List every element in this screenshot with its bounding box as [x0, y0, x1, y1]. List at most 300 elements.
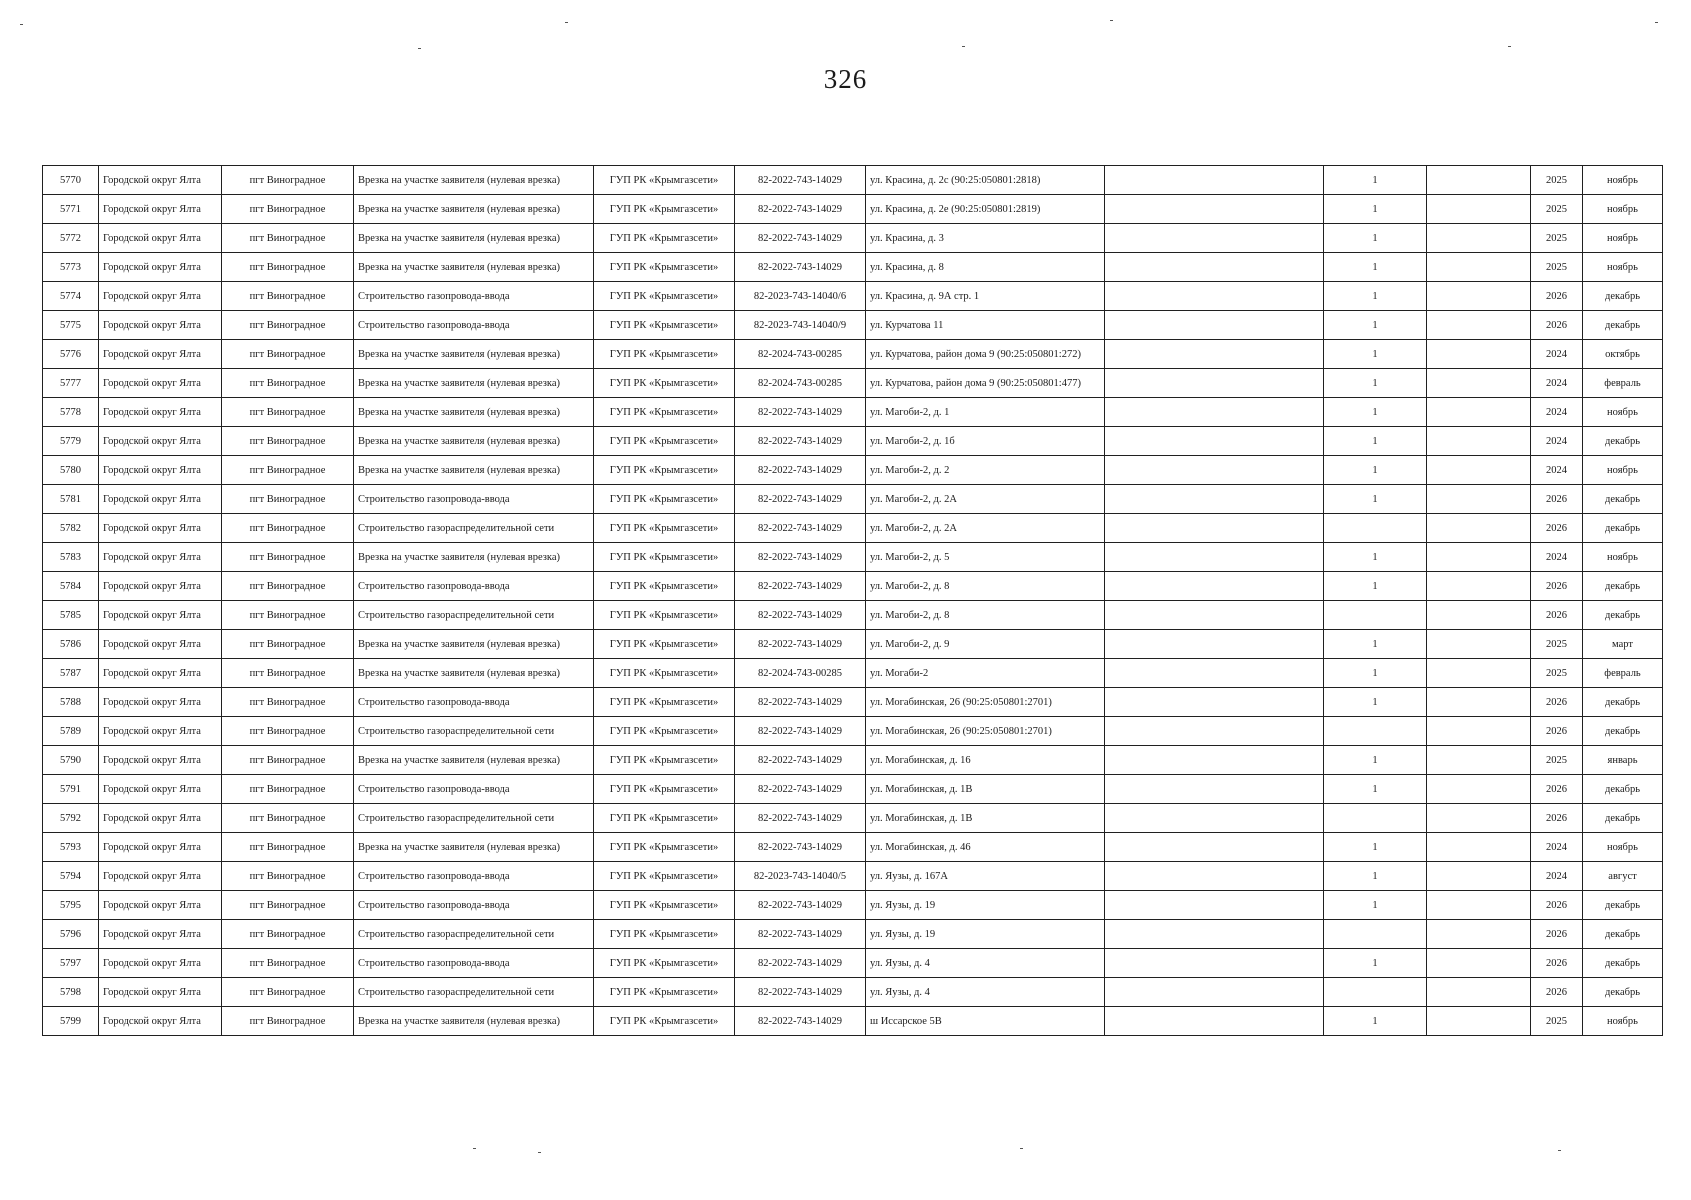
year-cell: 2025 — [1531, 195, 1583, 224]
blank-cell — [1427, 688, 1531, 717]
district-cell: Городской округ Ялта — [99, 978, 222, 1007]
contract-number-cell: 82-2022-743-14029 — [735, 253, 866, 282]
table-row — [43, 891, 1663, 920]
table-row — [43, 978, 1663, 1007]
district-cell: Городской округ Ялта — [99, 833, 222, 862]
address-cell: ул. Яузы, д. 4 — [866, 949, 1105, 978]
year-cell: 2025 — [1531, 253, 1583, 282]
table-row — [43, 340, 1663, 369]
year-cell: 2025 — [1531, 746, 1583, 775]
count-cell — [1324, 978, 1427, 1007]
organization-cell: ГУП РК «Крымгазсети» — [594, 340, 735, 369]
settlement-cell: пгт Виноградное — [222, 195, 354, 224]
district-cell: Городской округ Ялта — [99, 1007, 222, 1036]
row-number: 5798 — [43, 978, 99, 1007]
table-row — [43, 833, 1663, 862]
blank-cell — [1105, 891, 1324, 920]
work-type-cell: Строительство газопровода-ввода — [354, 949, 594, 978]
year-cell: 2025 — [1531, 630, 1583, 659]
address-cell: ул. Магоби-2, д. 9 — [866, 630, 1105, 659]
settlement-cell: пгт Виноградное — [222, 688, 354, 717]
contract-number-cell: 82-2022-743-14029 — [735, 166, 866, 195]
year-cell: 2025 — [1531, 1007, 1583, 1036]
year-cell: 2026 — [1531, 775, 1583, 804]
contract-number-cell: 82-2023-743-14040/9 — [735, 311, 866, 340]
month-cell: декабрь — [1583, 485, 1663, 514]
blank-cell — [1427, 601, 1531, 630]
year-cell: 2026 — [1531, 514, 1583, 543]
year-cell: 2025 — [1531, 224, 1583, 253]
blank-cell — [1427, 862, 1531, 891]
district-cell: Городской округ Ялта — [99, 398, 222, 427]
count-cell: 1 — [1324, 253, 1427, 282]
district-cell: Городской округ Ялта — [99, 253, 222, 282]
year-cell: 2025 — [1531, 659, 1583, 688]
month-cell: декабрь — [1583, 514, 1663, 543]
count-cell: 1 — [1324, 369, 1427, 398]
settlement-cell: пгт Виноградное — [222, 833, 354, 862]
count-cell — [1324, 514, 1427, 543]
blank-cell — [1105, 920, 1324, 949]
work-type-cell: Строительство газораспределительной сети — [354, 514, 594, 543]
organization-cell: ГУП РК «Крымгазсети» — [594, 456, 735, 485]
table-body — [43, 166, 1663, 1036]
district-cell: Городской округ Ялта — [99, 166, 222, 195]
blank-cell — [1427, 978, 1531, 1007]
year-cell: 2026 — [1531, 311, 1583, 340]
table-row — [43, 311, 1663, 340]
organization-cell: ГУП РК «Крымгазсети» — [594, 601, 735, 630]
scan-speck — [565, 22, 568, 23]
row-number: 5797 — [43, 949, 99, 978]
district-cell: Городской округ Ялта — [99, 775, 222, 804]
blank-cell — [1427, 746, 1531, 775]
blank-cell — [1427, 195, 1531, 224]
work-type-cell: Строительство газопровода-ввода — [354, 891, 594, 920]
table-row — [43, 195, 1663, 224]
contract-number-cell: 82-2022-743-14029 — [735, 224, 866, 253]
blank-cell — [1105, 282, 1324, 311]
blank-cell — [1105, 804, 1324, 833]
table-row — [43, 746, 1663, 775]
blank-cell — [1105, 949, 1324, 978]
blank-cell — [1427, 717, 1531, 746]
contract-number-cell: 82-2022-743-14029 — [735, 398, 866, 427]
blank-cell — [1427, 514, 1531, 543]
settlement-cell: пгт Виноградное — [222, 514, 354, 543]
month-cell: декабрь — [1583, 949, 1663, 978]
month-cell: декабрь — [1583, 427, 1663, 456]
year-cell: 2024 — [1531, 833, 1583, 862]
blank-cell — [1427, 427, 1531, 456]
month-cell: декабрь — [1583, 601, 1663, 630]
blank-cell — [1427, 282, 1531, 311]
district-cell: Городской округ Ялта — [99, 224, 222, 253]
organization-cell: ГУП РК «Крымгазсети» — [594, 485, 735, 514]
count-cell: 1 — [1324, 891, 1427, 920]
blank-cell — [1427, 630, 1531, 659]
address-cell: ул. Яузы, д. 19 — [866, 920, 1105, 949]
work-type-cell: Врезка на участке заявителя (нулевая врезка) — [354, 253, 594, 282]
address-cell: ул. Яузы, д. 167А — [866, 862, 1105, 891]
work-type-cell: Врезка на участке заявителя (нулевая врезка) — [354, 456, 594, 485]
address-cell: ул. Красина, д. 2с (90:25:050801:2818) — [866, 166, 1105, 195]
scan-speck — [1558, 1150, 1561, 1151]
address-cell: ул. Могаби-2 — [866, 659, 1105, 688]
organization-cell: ГУП РК «Крымгазсети» — [594, 775, 735, 804]
blank-cell — [1105, 717, 1324, 746]
contract-number-cell: 82-2022-743-14029 — [735, 514, 866, 543]
count-cell: 1 — [1324, 224, 1427, 253]
year-cell: 2026 — [1531, 601, 1583, 630]
contract-number-cell: 82-2022-743-14029 — [735, 1007, 866, 1036]
address-cell: ул. Яузы, д. 4 — [866, 978, 1105, 1007]
month-cell: ноябрь — [1583, 253, 1663, 282]
work-type-cell: Строительство газопровода-ввода — [354, 311, 594, 340]
organization-cell: ГУП РК «Крымгазсети» — [594, 630, 735, 659]
address-cell: ул. Красина, д. 9А стр. 1 — [866, 282, 1105, 311]
month-cell: ноябрь — [1583, 166, 1663, 195]
contract-number-cell: 82-2022-743-14029 — [735, 746, 866, 775]
count-cell: 1 — [1324, 195, 1427, 224]
table-row — [43, 862, 1663, 891]
work-type-cell: Строительство газопровода-ввода — [354, 485, 594, 514]
count-cell: 1 — [1324, 1007, 1427, 1036]
work-type-cell: Врезка на участке заявителя (нулевая врезка) — [354, 543, 594, 572]
work-type-cell: Строительство газораспределительной сети — [354, 601, 594, 630]
scan-speck — [418, 48, 421, 49]
settlement-cell: пгт Виноградное — [222, 659, 354, 688]
contract-number-cell: 82-2022-743-14029 — [735, 920, 866, 949]
count-cell: 1 — [1324, 282, 1427, 311]
row-number: 5789 — [43, 717, 99, 746]
count-cell: 1 — [1324, 746, 1427, 775]
month-cell: декабрь — [1583, 775, 1663, 804]
count-cell: 1 — [1324, 949, 1427, 978]
address-cell: ул. Магоби-2, д. 5 — [866, 543, 1105, 572]
year-cell: 2024 — [1531, 456, 1583, 485]
blank-cell — [1427, 456, 1531, 485]
table-row — [43, 949, 1663, 978]
blank-cell — [1427, 891, 1531, 920]
table-row — [43, 601, 1663, 630]
contract-number-cell: 82-2024-743-00285 — [735, 340, 866, 369]
scan-speck — [1020, 1148, 1023, 1149]
organization-cell: ГУП РК «Крымгазсети» — [594, 717, 735, 746]
row-number: 5772 — [43, 224, 99, 253]
table-row — [43, 253, 1663, 282]
organization-cell: ГУП РК «Крымгазсети» — [594, 224, 735, 253]
blank-cell — [1105, 833, 1324, 862]
month-cell: февраль — [1583, 369, 1663, 398]
count-cell — [1324, 601, 1427, 630]
settlement-cell: пгт Виноградное — [222, 369, 354, 398]
table-row — [43, 485, 1663, 514]
contract-number-cell: 82-2022-743-14029 — [735, 688, 866, 717]
work-type-cell: Врезка на участке заявителя (нулевая врезка) — [354, 340, 594, 369]
year-cell: 2025 — [1531, 166, 1583, 195]
count-cell — [1324, 804, 1427, 833]
count-cell: 1 — [1324, 543, 1427, 572]
month-cell: ноябрь — [1583, 456, 1663, 485]
blank-cell — [1427, 485, 1531, 514]
organization-cell: ГУП РК «Крымгазсети» — [594, 659, 735, 688]
blank-cell — [1427, 949, 1531, 978]
blank-cell — [1427, 311, 1531, 340]
organization-cell: ГУП РК «Крымгазсети» — [594, 572, 735, 601]
blank-cell — [1105, 746, 1324, 775]
contract-number-cell: 82-2022-743-14029 — [735, 572, 866, 601]
year-cell: 2026 — [1531, 572, 1583, 601]
address-cell: ул. Магоби-2, д. 8 — [866, 572, 1105, 601]
address-cell: ул. Яузы, д. 19 — [866, 891, 1105, 920]
organization-cell: ГУП РК «Крымгазсети» — [594, 688, 735, 717]
district-cell: Городской округ Ялта — [99, 659, 222, 688]
count-cell: 1 — [1324, 427, 1427, 456]
settlement-cell: пгт Виноградное — [222, 891, 354, 920]
blank-cell — [1427, 369, 1531, 398]
settlement-cell: пгт Виноградное — [222, 949, 354, 978]
work-type-cell: Врезка на участке заявителя (нулевая врезка) — [354, 630, 594, 659]
settlement-cell: пгт Виноградное — [222, 601, 354, 630]
district-cell: Городской округ Ялта — [99, 543, 222, 572]
scan-speck — [962, 46, 965, 47]
work-type-cell: Строительство газораспределительной сети — [354, 717, 594, 746]
district-cell: Городской округ Ялта — [99, 514, 222, 543]
contract-number-cell: 82-2022-743-14029 — [735, 775, 866, 804]
address-cell: ул. Магоби-2, д. 1б — [866, 427, 1105, 456]
work-type-cell: Врезка на участке заявителя (нулевая врезка) — [354, 195, 594, 224]
blank-cell — [1427, 775, 1531, 804]
address-cell: ул. Могабинская, д. 1В — [866, 775, 1105, 804]
scan-speck — [20, 24, 23, 25]
settlement-cell: пгт Виноградное — [222, 456, 354, 485]
year-cell: 2026 — [1531, 949, 1583, 978]
count-cell: 1 — [1324, 659, 1427, 688]
scan-speck — [1110, 20, 1113, 21]
contract-number-cell: 82-2022-743-14029 — [735, 427, 866, 456]
address-cell: ул. Красина, д. 8 — [866, 253, 1105, 282]
table-row — [43, 427, 1663, 456]
blank-cell — [1427, 340, 1531, 369]
table-row — [43, 543, 1663, 572]
scan-speck — [1655, 22, 1658, 23]
scan-speck — [538, 1152, 541, 1153]
table-row — [43, 1007, 1663, 1036]
blank-cell — [1105, 775, 1324, 804]
work-type-cell: Строительство газопровода-ввода — [354, 688, 594, 717]
district-cell: Городской округ Ялта — [99, 427, 222, 456]
address-cell: ул. Могабинская, 26 (90:25:050801:2701) — [866, 688, 1105, 717]
blank-cell — [1427, 659, 1531, 688]
table-row — [43, 398, 1663, 427]
count-cell: 1 — [1324, 311, 1427, 340]
blank-cell — [1427, 572, 1531, 601]
blank-cell — [1427, 166, 1531, 195]
row-number: 5794 — [43, 862, 99, 891]
work-type-cell: Строительство газораспределительной сети — [354, 804, 594, 833]
work-type-cell: Строительство газопровода-ввода — [354, 572, 594, 601]
blank-cell — [1105, 195, 1324, 224]
organization-cell: ГУП РК «Крымгазсети» — [594, 862, 735, 891]
table-row — [43, 282, 1663, 311]
year-cell: 2024 — [1531, 369, 1583, 398]
row-number: 5785 — [43, 601, 99, 630]
month-cell: декабрь — [1583, 282, 1663, 311]
work-type-cell: Врезка на участке заявителя (нулевая врезка) — [354, 659, 594, 688]
organization-cell: ГУП РК «Крымгазсети» — [594, 166, 735, 195]
district-cell: Городской округ Ялта — [99, 311, 222, 340]
month-cell: декабрь — [1583, 717, 1663, 746]
settlement-cell: пгт Виноградное — [222, 920, 354, 949]
table-row — [43, 514, 1663, 543]
count-cell: 1 — [1324, 630, 1427, 659]
organization-cell: ГУП РК «Крымгазсети» — [594, 1007, 735, 1036]
settlement-cell: пгт Виноградное — [222, 630, 354, 659]
year-cell: 2026 — [1531, 920, 1583, 949]
blank-cell — [1427, 920, 1531, 949]
row-number: 5793 — [43, 833, 99, 862]
district-cell: Городской округ Ялта — [99, 746, 222, 775]
month-cell: январь — [1583, 746, 1663, 775]
organization-cell: ГУП РК «Крымгазсети» — [594, 804, 735, 833]
settlement-cell: пгт Виноградное — [222, 485, 354, 514]
row-number: 5771 — [43, 195, 99, 224]
work-type-cell: Строительство газопровода-ввода — [354, 282, 594, 311]
district-cell: Городской округ Ялта — [99, 804, 222, 833]
table-row — [43, 166, 1663, 195]
row-number: 5790 — [43, 746, 99, 775]
settlement-cell: пгт Виноградное — [222, 427, 354, 456]
blank-cell — [1427, 543, 1531, 572]
settlement-cell: пгт Виноградное — [222, 1007, 354, 1036]
contract-number-cell: 82-2022-743-14029 — [735, 717, 866, 746]
table-row — [43, 630, 1663, 659]
organization-cell: ГУП РК «Крымгазсети» — [594, 920, 735, 949]
contract-number-cell: 82-2023-743-14040/5 — [735, 862, 866, 891]
page-number: 326 — [823, 64, 868, 94]
month-cell: декабрь — [1583, 688, 1663, 717]
count-cell: 1 — [1324, 862, 1427, 891]
blank-cell — [1105, 601, 1324, 630]
row-number: 5776 — [43, 340, 99, 369]
contract-number-cell: 82-2022-743-14029 — [735, 978, 866, 1007]
year-cell: 2026 — [1531, 717, 1583, 746]
row-number: 5779 — [43, 427, 99, 456]
address-cell: ул. Магоби-2, д. 2А — [866, 514, 1105, 543]
blank-cell — [1105, 456, 1324, 485]
address-cell: ул. Магоби-2, д. 2 — [866, 456, 1105, 485]
blank-cell — [1105, 485, 1324, 514]
blank-cell — [1105, 514, 1324, 543]
organization-cell: ГУП РК «Крымгазсети» — [594, 891, 735, 920]
month-cell: февраль — [1583, 659, 1663, 688]
address-cell: ш Иссарское 5В — [866, 1007, 1105, 1036]
blank-cell — [1105, 1007, 1324, 1036]
month-cell: ноябрь — [1583, 543, 1663, 572]
table-row — [43, 920, 1663, 949]
table-row — [43, 224, 1663, 253]
district-cell: Городской округ Ялта — [99, 920, 222, 949]
address-cell: ул. Курчатова, район дома 9 (90:25:050801:272) — [866, 340, 1105, 369]
blank-cell — [1105, 224, 1324, 253]
blank-cell — [1105, 398, 1324, 427]
blank-cell — [1105, 543, 1324, 572]
organization-cell: ГУП РК «Крымгазсети» — [594, 282, 735, 311]
organization-cell: ГУП РК «Крымгазсети» — [594, 746, 735, 775]
work-type-cell: Врезка на участке заявителя (нулевая врезка) — [354, 1007, 594, 1036]
count-cell: 1 — [1324, 398, 1427, 427]
blank-cell — [1105, 340, 1324, 369]
year-cell: 2024 — [1531, 862, 1583, 891]
contract-number-cell: 82-2022-743-14029 — [735, 543, 866, 572]
count-cell — [1324, 717, 1427, 746]
month-cell: декабрь — [1583, 920, 1663, 949]
work-type-cell: Врезка на участке заявителя (нулевая врезка) — [354, 224, 594, 253]
settlement-cell: пгт Виноградное — [222, 572, 354, 601]
settlement-cell: пгт Виноградное — [222, 978, 354, 1007]
count-cell: 1 — [1324, 833, 1427, 862]
settlement-cell: пгт Виноградное — [222, 862, 354, 891]
contract-number-cell: 82-2022-743-14029 — [735, 630, 866, 659]
district-cell: Городской округ Ялта — [99, 601, 222, 630]
row-number: 5788 — [43, 688, 99, 717]
row-number: 5778 — [43, 398, 99, 427]
work-type-cell: Врезка на участке заявителя (нулевая врезка) — [354, 427, 594, 456]
blank-cell — [1105, 166, 1324, 195]
work-type-cell: Врезка на участке заявителя (нулевая врезка) — [354, 166, 594, 195]
table-row — [43, 688, 1663, 717]
month-cell: август — [1583, 862, 1663, 891]
row-number: 5773 — [43, 253, 99, 282]
blank-cell — [1105, 659, 1324, 688]
row-number: 5795 — [43, 891, 99, 920]
work-type-cell: Врезка на участке заявителя (нулевая врезка) — [354, 833, 594, 862]
organization-cell: ГУП РК «Крымгазсети» — [594, 949, 735, 978]
row-number: 5791 — [43, 775, 99, 804]
settlement-cell: пгт Виноградное — [222, 282, 354, 311]
row-number: 5784 — [43, 572, 99, 601]
count-cell: 1 — [1324, 688, 1427, 717]
year-cell: 2024 — [1531, 427, 1583, 456]
work-type-cell: Строительство газопровода-ввода — [354, 775, 594, 804]
month-cell: октябрь — [1583, 340, 1663, 369]
month-cell: ноябрь — [1583, 224, 1663, 253]
work-type-cell: Врезка на участке заявителя (нулевая врезка) — [354, 398, 594, 427]
contract-number-cell: 82-2022-743-14029 — [735, 601, 866, 630]
row-number: 5792 — [43, 804, 99, 833]
district-cell: Городской округ Ялта — [99, 456, 222, 485]
organization-cell: ГУП РК «Крымгазсети» — [594, 833, 735, 862]
month-cell: ноябрь — [1583, 833, 1663, 862]
work-type-cell: Строительство газопровода-ввода — [354, 862, 594, 891]
contract-number-cell: 82-2022-743-14029 — [735, 891, 866, 920]
address-cell: ул. Магоби-2, д. 8 — [866, 601, 1105, 630]
blank-cell — [1105, 427, 1324, 456]
row-number: 5777 — [43, 369, 99, 398]
address-cell: ул. Магоби-2, д. 2А — [866, 485, 1105, 514]
count-cell: 1 — [1324, 775, 1427, 804]
address-cell: ул. Курчатова 11 — [866, 311, 1105, 340]
contract-number-cell: 82-2022-743-14029 — [735, 195, 866, 224]
organization-cell: ГУП РК «Крымгазсети» — [594, 369, 735, 398]
settlement-cell: пгт Виноградное — [222, 166, 354, 195]
blank-cell — [1105, 311, 1324, 340]
table-row — [43, 456, 1663, 485]
contract-number-cell: 82-2024-743-00285 — [735, 369, 866, 398]
district-cell: Городской округ Ялта — [99, 340, 222, 369]
blank-cell — [1427, 253, 1531, 282]
